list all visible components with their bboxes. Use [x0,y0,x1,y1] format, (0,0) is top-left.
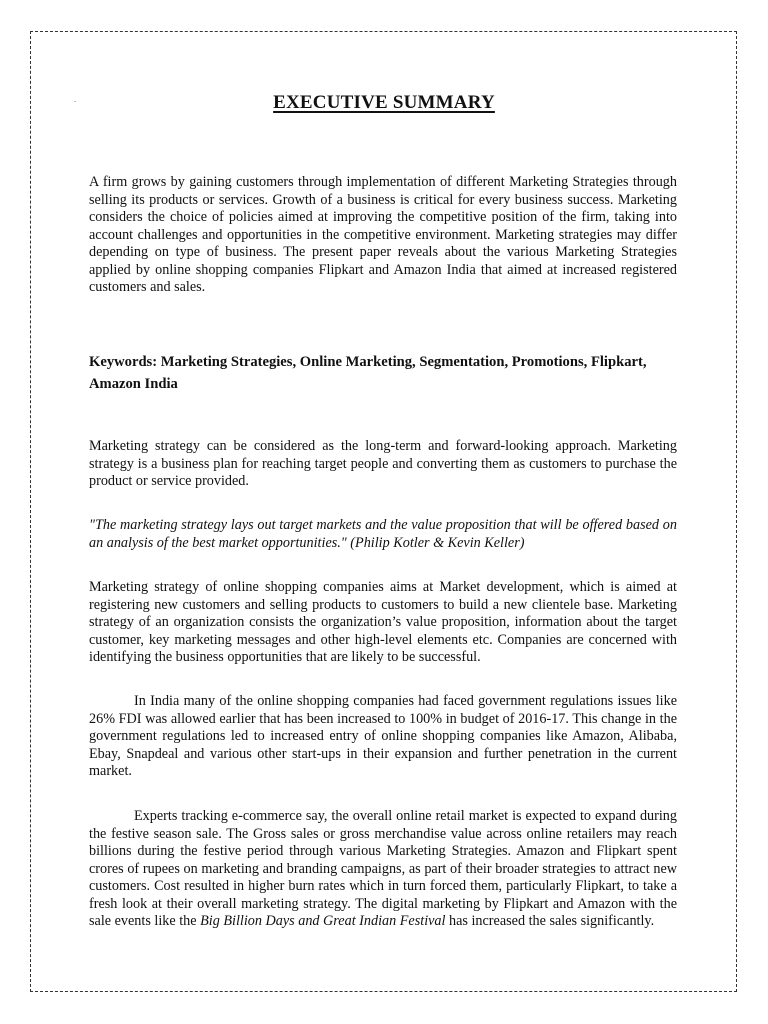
kotler-quote: "The marketing strategy lays out target markets and the value proposition that will be offered based on an analysis of the best market opportunities." (Philip Kotler & Kevin Keller) [89,517,677,551]
fdi-regulation-paragraph: In India many of the online shopping companies had faced government regulations issues like 26% FDI was allowed earlier that has been increased to 100% in budget of 2016-17. This change in the government regulations led to increased entry of online shopping companies like Amazon, Alibaba, Ebay, Snapdeal and various other start-ups in their expansion and further penetration in the current market. [89,693,677,779]
abstract-paragraph: A firm grows by gaining customers through implementation of different Marketing Strategies through selling its products or services. Growth of a business is critical for every business success. Marketing considers the choice of policies aimed at improving the competitive position of the firm, taking into account challenges and opportunities in the competitive environment. Marketing strategies may differ depending on type of business. The present paper reveals about the various Marketing Strategies applied by online shopping companies Flipkart and Amazon India that aimed at increased registered customers and sales. [89,174,677,295]
festive-sales-end-text: has increased the sales significantly. [445,913,655,929]
intro-paragraph: Marketing strategy can be considered as the long-term and forward-looking approach. Marketing strategy is a business plan for reaching target people and converting them as customers to purchase the product or service provided. [89,438,677,489]
page-title [0,91,768,115]
sale-events-text: Big Billion Days and Great Indian Festival [200,913,446,929]
stray-mark: . [74,95,76,104]
page-title-text: EXECUTIVE SUMMARY [273,92,495,113]
market-development-paragraph: Marketing strategy of online shopping companies aims at Market development, which is aimed at registering new customers and selling products to customers to build a new clientele base. Marketing strategy of an organization consists the organization’s value proposition, information about the target customer, key marketing messages and other high-level elements etc. Companies are concerned with identifying the business opportunities that are likely to be successful. [89,579,677,665]
festive-sales-text: Experts tracking e-commerce say, the overall online retail market is expected to expand during the festive season sale. The Gross sales or gross merchandise value across online retailers may reach billions during the festive period through various Marketing Strategies. Amazon and Flipkart spent crores of rupees on marketing and branding campaigns, as part of their broader strategies to attract new customers. Cost resulted in higher burn rates which in turn forced them, particularly Flipkart, to take a fresh look at their overall marketing strategy. The digital marketing by Flipkart and Amazon with the sale events like the [89,808,677,929]
festive-sales-paragraph [89,808,677,931]
keywords-line: Keywords: Marketing Strategies, Online Marketing, Segmentation, Promotions, Flipkart, Amazon India [89,354,647,392]
